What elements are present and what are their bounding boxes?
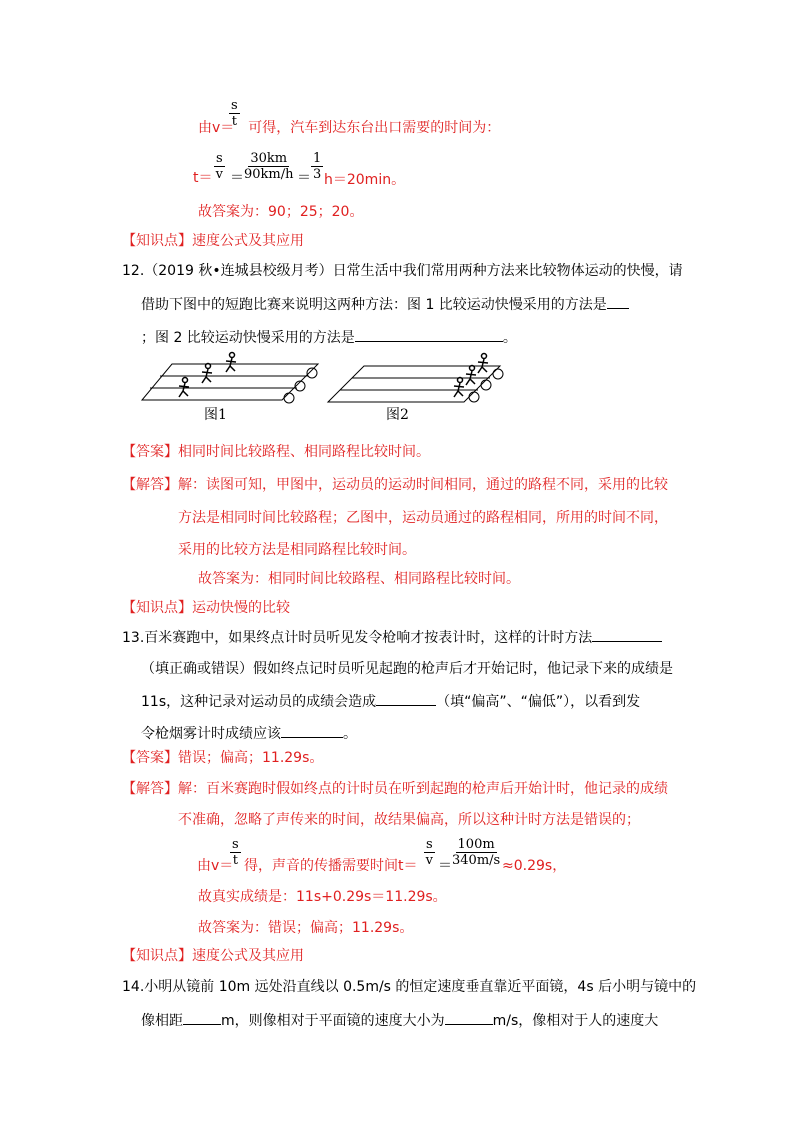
calc-result: h＝20min。 [324,172,406,188]
fraction-distance-over-sound-speed: $\frac{100m}{340m/s}$ [452,837,501,868]
fraction-distance-over-speed: $\frac{30km}{90km/h}$ [244,151,294,182]
q13-line2: （填正确或错误）假如终点记时员听见起跑的枪声后才开始记时，他记录下来的成绩是 [141,661,673,677]
figure-2-label: 图2 [386,407,409,423]
q13-calc-prefix: 由v＝ [197,858,234,874]
figure-2-race [322,350,512,432]
q13-calc-result: ≈0.29s， [502,858,567,874]
q12-final-answer: 故答案为：相同时间比较路程、相同路程比较时间。 [198,571,520,587]
q12-line1: 12.（2019 秋•连城县校级月考）日常生活中我们常用两种方法来比较物体运动的快慢，请 [122,263,683,279]
fraction-s-over-v: $\frac{s}{v}$ [425,837,434,868]
knowledge-point: 【知识点】速度公式及其应用 [122,233,304,249]
equals-sign: ＝ [297,170,311,186]
fraction-s-over-t: $\frac{s}{t}$ [232,837,239,868]
q13-answer: 【答案】错误；偏高；11.29s。 [122,750,324,766]
q13-knowledge-point: 【知识点】速度公式及其应用 [122,948,304,964]
q12-line2: 借助下图中的短跑比赛来说明这两种方法：图 1 比较运动快慢采用的方法是 [141,294,629,315]
fraction-one-third: $\frac{1}{3}$ [313,151,322,182]
answer-line: 故答案为：90；25；20。 [198,204,364,220]
figure-1-race [140,350,330,432]
q13-true-score: 故真实成绩是：11s+0.29s＝11.29s。 [198,889,447,905]
formula-line: 由v＝ 可得，汽车到达东台出口需要的时间为： [198,120,501,136]
q13-line3: 11s，这种记录对运动员的成绩会造成 （填“偏高”、“偏低”），以看到发 [141,691,640,712]
q14-line2: 像相距 m，则像相对于平面镜的速度大小为 m/s，像相对于人的速度大 [141,1010,658,1031]
q13-line4: 令枪烟雾计时成绩应该 。 [141,723,357,744]
q12-answer: 【答案】相同时间比较路程、相同路程比较时间。 [122,444,430,460]
q14-line1: 14.小明从镜前 10m 远处沿直线以 0.5m/s 的恒定速度垂直靠近平面镜，4s 后小明与镜中的 [122,979,697,995]
q13-solution-line2: 不准确，忽略了声传来的时间，故结果偏高，所以这种计时方法是错误的； [178,812,640,828]
fraction-s-over-t: $\frac{s}{t}$ [231,98,238,129]
q12-solution-line1: 【解答】解：读图可知，甲图中，运动员的运动时间相同，通过的路程不同，采用的比较 [122,477,668,493]
q13-solution-line1: 【解答】解：百米赛跑时假如终点的计时员在听到起跑的枪声后开始计时，他记录的成绩 [122,781,668,797]
q12-line3: ；图 2 比较运动快慢采用的方法是 。 [141,327,517,348]
q13-line1: 13.百米赛跑中，如果终点计时员听见发令枪响才按表计时，这样的计时方法 [122,627,662,648]
equals-sign: ＝ [230,170,244,186]
q12-solution-line2: 方法是相同时间比较路程；乙图中，运动员通过的路程相同，所用的时间不同， [178,510,668,526]
fraction-s-over-v: $\frac{s}{v}$ [215,151,224,182]
figure-1-label: 图1 [204,407,227,423]
q13-calc-mid: 得，声音的传播需要时间t＝ [244,858,418,874]
q12-knowledge-point: 【知识点】运动快慢的比较 [122,600,290,616]
q13-final-answer: 故答案为：错误；偏高；11.29s。 [198,920,414,936]
equals-sign: ＝ [438,858,452,874]
calc-lhs: t＝ [193,170,213,186]
q12-solution-line3: 采用的比较方法是相同路程比较时间。 [178,542,416,558]
